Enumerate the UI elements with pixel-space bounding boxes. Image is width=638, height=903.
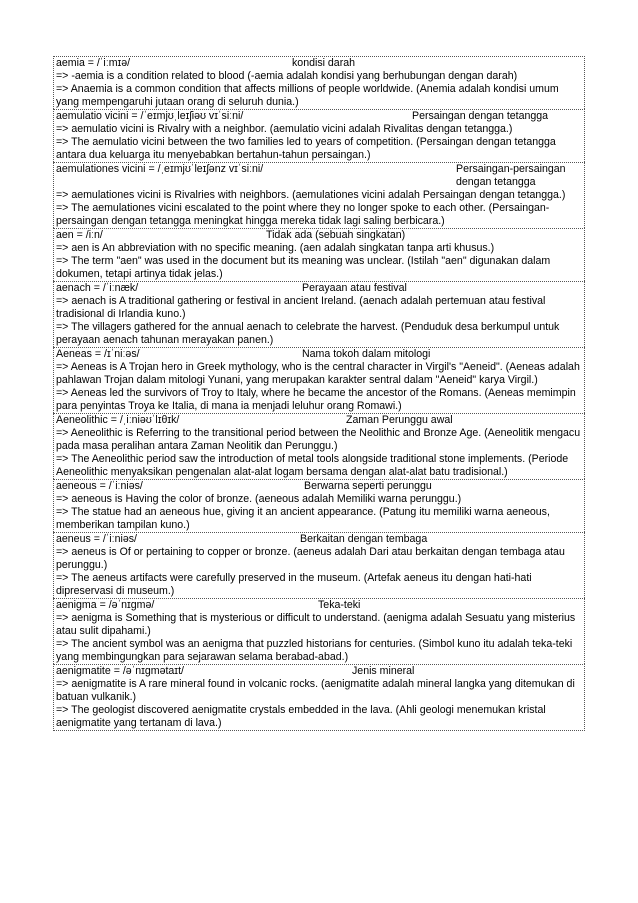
entry-definition: => aenach is A traditional gathering or festival in ancient Ireland. (aenach adalah pertemuan atau festival tradisional di Irlandia kuno.) — [56, 295, 546, 320]
entry-word: aen = /iːn/ — [56, 229, 103, 241]
entry-definition: => aenigmatite is A rare mineral found in volcanic rocks. (aenigmatite adalah mineral langka yang ditemukan di batuan vulkanik.) — [56, 678, 575, 703]
entry-aemulatio-vicini — [53, 109, 585, 162]
entry-meaning: Teka-teki — [318, 599, 361, 611]
entry-headline — [56, 480, 582, 493]
entry-headline — [56, 110, 582, 123]
entry-example: => Anaemia is a common condition that affects millions of people worldwide. (Anemia adalah kondisi umum yang mempengaruhi jutaan orang di seluruh dunia.) — [56, 83, 559, 108]
entry-aenigma — [53, 598, 585, 664]
entry-example: => The term "aen" was used in the document but its meaning was unclear. (Istilah "aen" digunakan dalam dokumen, tetapi artinya tidak jelas.) — [56, 255, 551, 280]
entry-headline — [56, 665, 582, 678]
entry-example: => The aemulatio vicini between the two families led to years of competition. (Persaingan dengan tetangga antara dua keluarga itu menyebabkan bertahun-tahun persaingan.) — [56, 136, 556, 161]
entry-aemulationes-vicini — [53, 162, 585, 228]
entry-meaning: Zaman Perunggu awal — [346, 414, 453, 426]
entry-aemia — [53, 56, 585, 109]
entry-word: aemulatio vicini = /ˈeɪmjʊˌleɪʃiəʊ vɪˈsiːni/ — [56, 110, 244, 122]
entry-definition: => aemulatio vicini is Rivalry with a neighbor. (aemulatio vicini adalah Rivalitas dengan tetangga.) — [56, 123, 513, 135]
entry-meaning: Tidak ada (sebuah singkatan) — [266, 229, 406, 241]
entry-definition: => Aeneolithic is Referring to the transitional period between the Neolithic and Bronze Age. (Aeneolitik mengacu pada masa peralihan antara Zaman Neolitik dan Perunggu.) — [56, 427, 581, 452]
entry-example: => The Aeneolithic period saw the introduction of metal tools alongside traditional stone implements. (Periode Aeneolithic menyaksikan pengenalan alat-alat logam bersama dengan alat-alat batu tradisional.) — [56, 453, 569, 478]
entry-meaning: Nama tokoh dalam mitologi — [302, 348, 431, 360]
entry-aeneas — [53, 347, 585, 413]
entry-word: aenigma = /əˈnɪɡmə/ — [56, 599, 155, 611]
entry-example: => The geologist discovered aenigmatite crystals embedded in the lava. (Ahli geologi menemukan kristal aenigmatite yang tertanam di lava.) — [56, 704, 546, 729]
entry-headline — [56, 163, 582, 189]
entry-example: => The villagers gathered for the annual aenach to celebrate the harvest. (Penduduk desa berkumpul untuk perayaan aenach tahunan merayakan panen.) — [56, 321, 560, 346]
entry-word: aemia = /ˈiːmɪə/ — [56, 57, 131, 69]
dictionary-page — [53, 56, 585, 731]
entry-word: Aeneas = /ɪˈniːəs/ — [56, 348, 140, 360]
entry-headline — [56, 282, 582, 295]
entry-meaning: Persaingan dengan tetangga — [412, 110, 549, 122]
entry-definition: => aeneous is Having the color of bronze. (aeneous adalah Memiliki warna perunggu.) — [56, 493, 462, 505]
entry-definition: => aen is An abbreviation with no specific meaning. (aen adalah singkatan tanpa arti khusus.) — [56, 242, 495, 254]
entry-headline — [56, 229, 582, 242]
entry-aen — [53, 228, 585, 281]
entry-meaning: Perayaan atau festival — [302, 282, 407, 294]
entry-definition: => -aemia is a condition related to blood (-aemia adalah kondisi yang berhubungan dengan darah) — [56, 70, 518, 82]
entry-headline — [56, 599, 582, 612]
entry-aeneus — [53, 532, 585, 598]
entry-word: aenigmatite = /əˈnɪɡmətaɪt/ — [56, 665, 184, 677]
entry-meaning: Berkaitan dengan tembaga — [300, 533, 428, 545]
entry-definition: => aeneus is Of or pertaining to copper or bronze. (aeneus adalah Dari atau berkaitan dengan tembaga atau perunggu.) — [56, 546, 565, 571]
entry-word: aenach = /ˈiːnæk/ — [56, 282, 139, 294]
entry-definition: => Aeneas is A Trojan hero in Greek mythology, who is the central character in Virgil's "Aeneid". (Aeneas adalah pahlawan Trojan dalam mitologi Yunani, yang merupakan karakter sentral dalam "Aeneid" karya Virgil.) — [56, 361, 580, 386]
entry-word: aeneus = /ˈiːniəs/ — [56, 533, 137, 545]
entry-aenach — [53, 281, 585, 347]
entry-meaning: Berwarna seperti perunggu — [304, 480, 432, 492]
entry-definition: => aenigma is Something that is mysterious or difficult to understand. (aenigma adalah Sesuatu yang misterius atau sulit dipahami.) — [56, 612, 576, 637]
entry-word: Aeneolithic = /ˌiːniəʊˈlɪθɪk/ — [56, 414, 180, 426]
entry-example: => Aeneas led the survivors of Troy to Italy, where he became the ancestor of the Romans. (Aeneas memimpin para penyintas Troya ke Italia, di mana ia menjadi leluhur orang Romawi.) — [56, 387, 576, 412]
entry-headline — [56, 57, 582, 70]
entry-example: => The aeneus artifacts were carefully preserved in the museum. (Artefak aeneus itu dengan hati-hati dipreservasi di museum.) — [56, 572, 532, 597]
entry-meaning: Jenis mineral — [352, 665, 415, 677]
entry-aeneolithic — [53, 413, 585, 479]
entry-example: => The statue had an aeneous hue, giving it an ancient appearance. (Patung itu memiliki warna aeneous, memberikan tampilan kuno.) — [56, 506, 550, 531]
entry-headline — [56, 414, 582, 427]
entry-meaning: kondisi darah — [292, 57, 356, 69]
entry-word: aeneous = /ˈiːniəs/ — [56, 480, 143, 492]
entry-example: => The aemulationes vicini escalated to the point where they no longer spoke to each other. (Persaingan-persaingan dengan tetangga meningkat hingga mereka tidak lagi saling berbicara.) — [56, 202, 550, 227]
entry-aenigmatite — [53, 664, 585, 731]
entry-meaning: Persaingan-persaingan dengan tetangga — [456, 163, 566, 188]
entry-aeneous — [53, 479, 585, 532]
entry-headline — [56, 533, 582, 546]
entry-headline — [56, 348, 582, 361]
entry-example: => The ancient symbol was an aenigma that puzzled historians for centuries. (Simbol kuno itu adalah teka-teki yang membingungkan para sejarawan selama berabad-abad.) — [56, 638, 573, 663]
entry-word: aemulationes vicini = /ˌeɪmjʊˈleɪʃənz vɪˈsiːni/ — [56, 163, 264, 175]
entry-definition: => aemulationes vicini is Rivalries with neighbors. (aemulationes vicini adalah Persaingan dengan tetangga.) — [56, 189, 566, 201]
